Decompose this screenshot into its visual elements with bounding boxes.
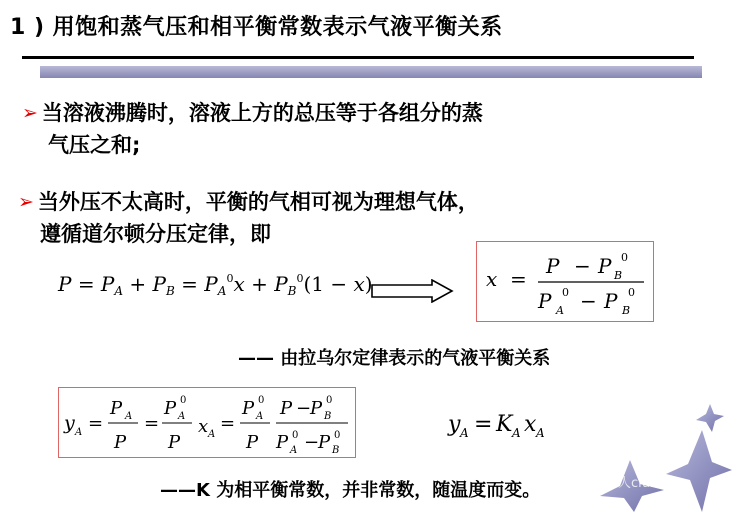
- decorative-stars: [590, 400, 732, 512]
- svg-text:P: P: [604, 289, 618, 313]
- arrow-bullet-icon: ➢: [18, 191, 34, 213]
- svg-text:0: 0: [621, 251, 628, 264]
- svg-text:P: P: [114, 432, 127, 453]
- svg-text:P: P: [168, 432, 181, 453]
- svg-text:0: 0: [562, 286, 569, 299]
- svg-text:x: x: [524, 412, 537, 437]
- svg-text:=: =: [88, 413, 104, 434]
- svg-text:x: x: [486, 267, 498, 291]
- title-underline: [22, 56, 694, 59]
- watermark: 化工人club: [592, 476, 659, 491]
- svg-text:P: P: [246, 432, 259, 453]
- svg-text:A: A: [208, 429, 216, 440]
- svg-text:P: P: [538, 289, 552, 313]
- svg-text:x: x: [198, 416, 209, 437]
- dalton-equation: $P = P_A + P_B = P_A^0x + P_B^0(1 - x)$: [58, 272, 373, 298]
- svg-text:−: −: [304, 432, 320, 453]
- svg-text:−: −: [580, 289, 597, 313]
- svg-text:P: P: [242, 398, 255, 419]
- note-k-constant: ——K 为相平衡常数，并非常数，随温度而变。: [160, 480, 541, 501]
- svg-text:0: 0: [258, 395, 265, 406]
- svg-text:0: 0: [628, 286, 635, 299]
- svg-text:A: A: [125, 411, 133, 422]
- svg-text:A: A: [256, 411, 264, 422]
- k-equation: [440, 405, 570, 445]
- liquid-fraction-equation: [476, 241, 654, 322]
- svg-text:K: K: [496, 412, 513, 437]
- svg-text:=: =: [510, 267, 527, 291]
- svg-text:=: =: [220, 413, 236, 434]
- bullet-1-line-1: 当溶液沸腾时，溶液上方的总压等于各组分的蒸: [41, 101, 483, 125]
- svg-text:B: B: [614, 269, 623, 282]
- svg-text:0: 0: [326, 395, 333, 406]
- svg-text:0: 0: [334, 430, 341, 441]
- implies-arrow-icon: [370, 279, 454, 303]
- svg-text:B: B: [324, 411, 332, 422]
- title-bar: [40, 66, 702, 78]
- svg-text:P: P: [276, 432, 289, 453]
- svg-text:A: A: [536, 426, 545, 440]
- slide-title: 1 ) 用饱和蒸气压和相平衡常数表示气液平衡关系: [10, 15, 503, 40]
- svg-text:A: A: [460, 426, 469, 440]
- svg-text:0: 0: [292, 430, 299, 441]
- bullet-2: [18, 187, 479, 250]
- svg-text:P: P: [280, 398, 293, 419]
- svg-text:P: P: [110, 398, 123, 419]
- svg-text:=: =: [144, 413, 160, 434]
- svg-text:A: A: [290, 445, 298, 456]
- svg-text:y: y: [64, 412, 75, 434]
- svg-text:B: B: [622, 304, 631, 317]
- svg-text:A: A: [178, 411, 186, 422]
- svg-text:P: P: [598, 254, 612, 278]
- svg-text:B: B: [332, 445, 340, 456]
- vapor-fraction-equation: [58, 387, 358, 459]
- svg-text:y: y: [448, 412, 461, 437]
- svg-text:P: P: [546, 254, 560, 278]
- svg-text:P: P: [318, 432, 331, 453]
- svg-text:−: −: [296, 398, 312, 419]
- bullet-2-line-2: 遵循道尔顿分压定律，即: [40, 222, 271, 246]
- note-raoult: —— 由拉乌尔定律表示的气液平衡关系: [238, 348, 551, 369]
- arrow-bullet-icon: ➢: [22, 102, 38, 124]
- bullet-2-line-1: 当外压不太高时，平衡的气相可视为理想气体，: [37, 190, 479, 214]
- svg-text:A: A: [556, 304, 564, 317]
- bullet-1: [22, 98, 483, 161]
- svg-text:=: =: [474, 412, 493, 437]
- svg-text:A: A: [512, 426, 521, 440]
- bullet-1-line-2: 气压之和;: [48, 133, 141, 157]
- svg-text:P: P: [164, 398, 177, 419]
- svg-text:0: 0: [180, 395, 187, 406]
- svg-text:A: A: [75, 427, 83, 438]
- svg-text:−: −: [574, 254, 591, 278]
- svg-text:P: P: [310, 398, 323, 419]
